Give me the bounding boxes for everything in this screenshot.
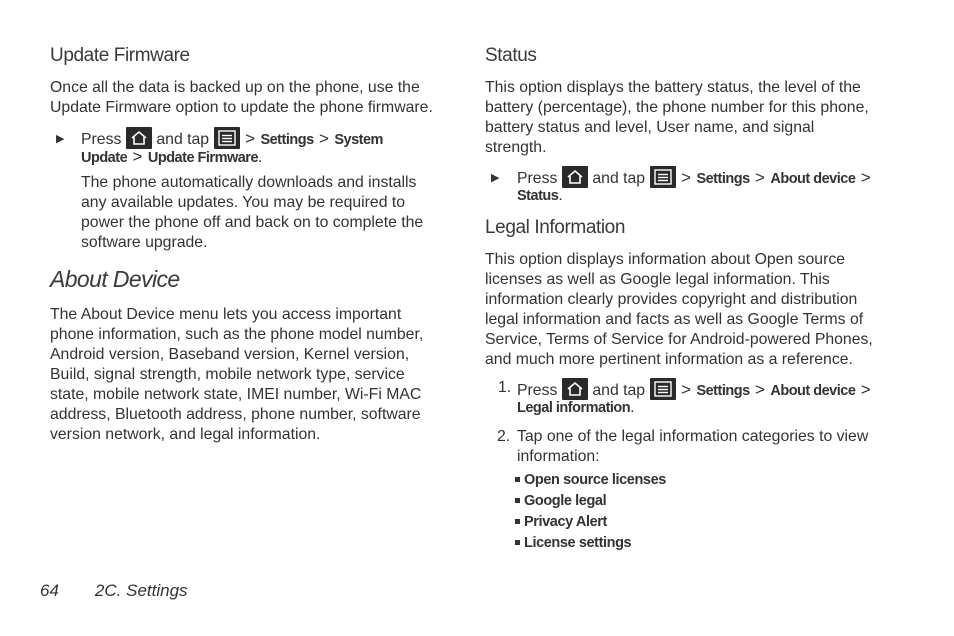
legal-step-2: 2. Tap one of the legal information categories to view information:	[497, 428, 869, 465]
settings-link: Settings	[696, 171, 750, 187]
path-separator: >	[681, 380, 692, 399]
about-device-heading: About Device	[50, 266, 180, 292]
square-bullet-icon	[515, 477, 520, 482]
path-separator: >	[755, 380, 765, 399]
menu-icon	[650, 378, 676, 400]
page-footer	[40, 581, 188, 601]
menu-icon	[214, 127, 240, 149]
path-separator: >	[755, 168, 765, 187]
page-number: 64	[40, 581, 59, 600]
update-firmware-body: Once all the data is backed up on the phone, use the Update Firmware option to update the phone firmware.	[50, 79, 433, 116]
status-link: Status	[517, 188, 559, 204]
update-link: Update	[81, 150, 128, 166]
step-number: 1.	[498, 379, 512, 396]
legal-information-heading: Legal Information	[485, 217, 626, 238]
square-bullet-icon	[515, 519, 520, 524]
home-icon	[562, 378, 588, 400]
triangle-bullet-icon: ▶	[56, 133, 65, 145]
update-firmware-step: ▶ Press and tap > Settings > System Update > Update Firmware.	[56, 129, 383, 166]
square-bullet-icon	[515, 498, 520, 503]
chapter-title: 2C. Settings	[94, 581, 188, 600]
triangle-bullet-icon: ▶	[491, 172, 500, 184]
legal-information-link: Legal information	[517, 400, 631, 416]
status-step: ▶ Press and tap > Settings > About device > Status.	[491, 168, 871, 204]
home-icon	[562, 166, 588, 188]
settings-link: Settings	[260, 132, 314, 148]
system-link: System	[334, 132, 383, 148]
settings-link: Settings	[696, 383, 750, 399]
path-separator: >	[681, 168, 692, 187]
legal-step-1: 1. Press and tap > Settings > About device > Legal information.	[498, 379, 871, 416]
about-device-link: About device	[770, 383, 856, 399]
list-item: Privacy Alert	[515, 514, 607, 530]
list-item: Google legal	[515, 493, 606, 509]
step-number: 2.	[497, 428, 511, 445]
path-separator: >	[860, 168, 871, 187]
list-item: Open source licenses	[515, 472, 666, 488]
update-firmware-link: Update Firmware	[147, 150, 259, 166]
path-separator: >	[245, 129, 256, 148]
about-device-link: About device	[770, 171, 856, 187]
path-separator: >	[132, 147, 143, 166]
about-device-body: The About Device menu lets you access important phone information, such as the phone model number, Android version, Baseband version, Kernel version, Build, signal strength, mobile network type, service state, mobile network state, IMEI number, Wi-Fi MAC address, Bluetooth address, phone number, software version network, and legal information.	[50, 306, 424, 443]
menu-icon	[650, 166, 676, 188]
legal-information-body: This option displays information about Open source licenses as well as Google legal information. This information clearly provides copyright and distribution legal information and facts as well as Google Terms of Service, Terms of Service for Android-powered Phones, and much more pertinent information as a reference.	[485, 251, 873, 368]
update-firmware-heading: Update Firmware	[50, 45, 190, 66]
path-separator: >	[860, 380, 871, 399]
list-item: License settings	[515, 535, 631, 551]
path-separator: >	[319, 129, 329, 148]
square-bullet-icon	[515, 540, 520, 545]
update-firmware-note: The phone automatically downloads and installs any available updates. You may be required to power the phone off and back on to complete the software upgrade.	[81, 174, 424, 251]
status-heading: Status	[485, 45, 537, 66]
status-body: This option displays the battery status, the level of the battery (percentage), the phone number for this phone, battery status and level, User name, and signal strength.	[485, 79, 869, 156]
home-icon	[126, 127, 152, 149]
